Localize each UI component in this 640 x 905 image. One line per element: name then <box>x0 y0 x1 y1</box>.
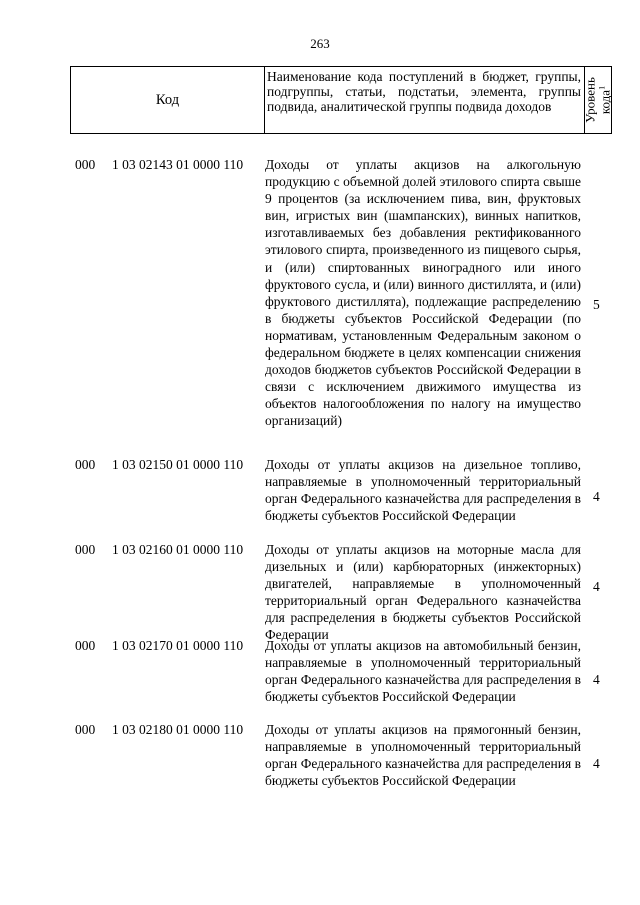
table-header <box>70 66 612 134</box>
page-number: 263 <box>310 36 330 51</box>
row-description: Доходы от уплаты акцизов на дизельное топливо, направляемые в уполномоченный территориальный орган Федерального казначейства для распределения в бюджеты субъектов Российской Федерации <box>265 457 581 524</box>
header-level-label <box>584 77 611 123</box>
row-admin-code: 000 <box>75 457 96 472</box>
header-level-code-word: кода <box>597 89 613 115</box>
row-revenue-code: 1 03 02160 01 0000 110 <box>112 542 244 557</box>
header-level-word: Уровень <box>582 77 598 123</box>
row-revenue-code: 1 03 02170 01 0000 110 <box>112 638 244 653</box>
row-description: Доходы от уплаты акцизов на прямогонный бензин, направляемые в уполномоченный территориальный орган Федерального казначейства для распределения в бюджеты субъектов Российской Федерации <box>265 722 581 789</box>
row-level: 4 <box>593 672 600 687</box>
row-revenue-code: 1 03 02143 01 0000 110 <box>112 157 244 172</box>
row-admin-code: 000 <box>75 542 96 557</box>
row-admin-code: 000 <box>75 157 96 172</box>
row-admin-code: 000 <box>75 638 96 653</box>
row-level: 4 <box>593 489 600 504</box>
row-revenue-code: 1 03 02180 01 0000 110 <box>112 722 244 737</box>
row-level: 4 <box>593 756 600 771</box>
header-code-cell: Код <box>71 67 265 133</box>
header-level-footnote: 1 <box>597 85 607 90</box>
row-description: Доходы от уплаты акцизов на автомобильный бензин, направляемые в уполномоченный территориальный орган Федерального казначейства для распределения в бюджеты субъектов Российской Федерации <box>265 638 581 705</box>
header-name-cell: Наименование кода поступлений в бюджет, группы, подгруппы, статьи, подстатьи, элемента, группы подвида, аналитической группы подвида доходов <box>264 67 585 133</box>
row-description: Доходы от уплаты акцизов на моторные масла для дизельных и (или) карбюраторных (инжекторных) двигателей, направляемые в уполномоченный территориальный орган Федерального казначейства для распределения в бюджеты субъектов Российской Федерации <box>265 542 581 643</box>
row-level: 5 <box>593 297 600 312</box>
row-revenue-code: 1 03 02150 01 0000 110 <box>112 457 244 472</box>
row-level: 4 <box>593 579 600 594</box>
header-level-cell <box>582 67 613 133</box>
row-admin-code: 000 <box>75 722 96 737</box>
row-description: Доходы от уплаты акцизов на алкогольную продукцию с объемной долей этилового спирта свыше 9 процентов (за исключением пива, вин, фруктовых вин, игристых вин (шампанских), винных напитков, изготавливаемых без добавления ректификованного этилового спирта, произведенного из пищевого сырья, и (или) спиртованных виноградного или иного фруктового сусла, и (или) винного дистиллята, и (или) фруктового дистиллята), подлежащие распределению в бюджеты субъектов Российской Федерации (по нормативам, установленным Федеральным законом о федеральном бюджете в целях компенсации снижения доходов бюджетов субъектов Российской Федерации в связи с исключением движимого имущества из объектов налогообложения по налогу на имущество организаций) <box>265 157 581 429</box>
